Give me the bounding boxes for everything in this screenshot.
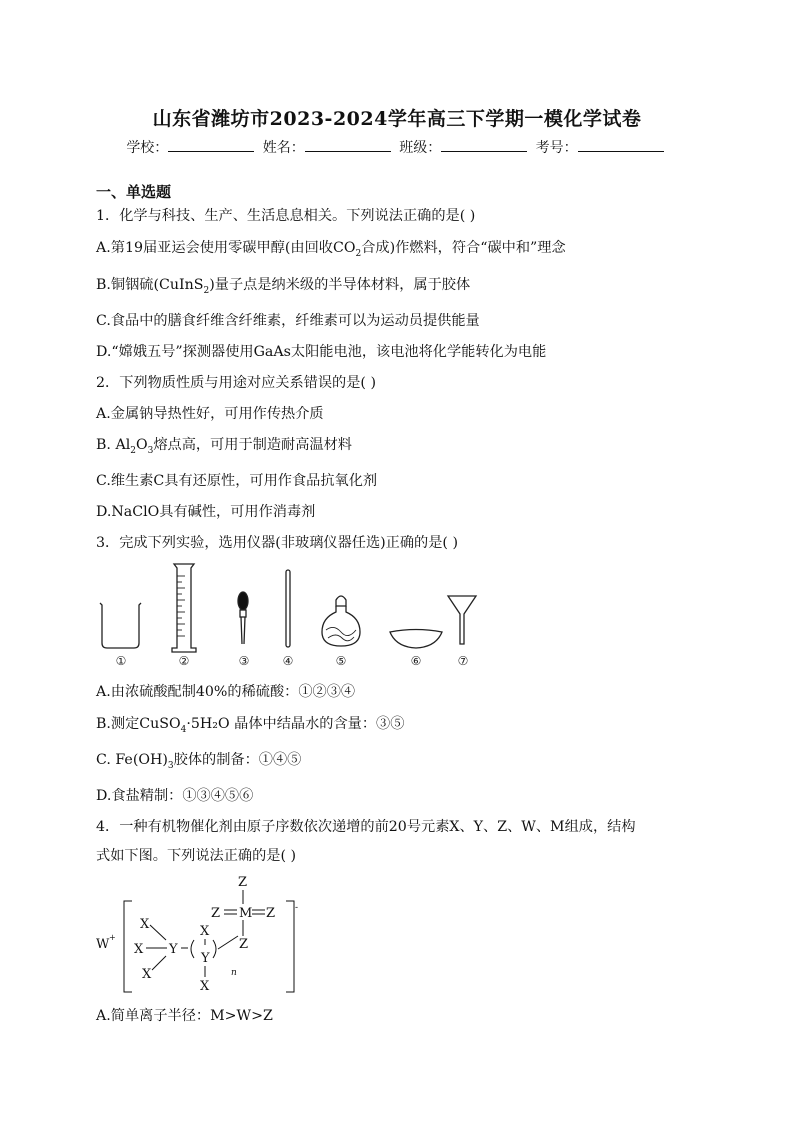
beaker-icon xyxy=(100,603,141,648)
q2-option-c: C.维生素C具有还原性，可用作食品抗氧化剂 xyxy=(96,473,378,489)
exam-no-blank[interactable] xyxy=(578,139,664,152)
atom-m: M xyxy=(239,906,253,921)
label-5: ⑤ xyxy=(335,654,347,668)
repeat-n: n xyxy=(231,968,237,978)
exam-no-field xyxy=(536,137,668,157)
cylinder-scale xyxy=(177,576,185,636)
glass-rod-icon xyxy=(286,570,290,647)
cation-charge: + xyxy=(109,933,116,942)
section-heading: 一、单选题 xyxy=(96,183,172,201)
q1-option-a xyxy=(96,237,566,259)
student-info-row xyxy=(0,137,794,157)
q3-c-text2: 胶体的制备：①④⑤ xyxy=(173,752,302,768)
cation-w: W xyxy=(96,937,110,952)
q3-option-a: A.由浓硫酸配制40%的稀硫酸：①②③④ xyxy=(96,684,356,700)
atom-x2: X xyxy=(134,942,144,957)
label-1: ① xyxy=(115,654,127,668)
q3-option-d: D.食盐精制：①③④⑤⑥ xyxy=(96,788,254,804)
label-4: ④ xyxy=(282,654,294,668)
atom-y2: Y xyxy=(201,951,210,966)
q2-b-sub2: 3 xyxy=(147,445,154,456)
atom-y1: Y xyxy=(169,942,178,957)
anion-charge: - xyxy=(295,903,299,913)
alcohol-lamp-icon xyxy=(322,596,360,646)
q2-b-text2: 熔点高，可用于制造耐高温材料 xyxy=(153,437,352,453)
school-blank[interactable] xyxy=(168,139,254,152)
q1-b-text2: )量子点是纳米级的半导体材料，属于胶体 xyxy=(209,277,471,293)
atom-z-bottom: Z xyxy=(239,937,249,952)
q2-stem: 2．下列物质性质与用途对应关系错误的是( ) xyxy=(96,375,376,391)
q2-option-b xyxy=(96,434,352,456)
atom-x5: X xyxy=(200,979,210,994)
exam-no-label: 考号： xyxy=(535,140,578,156)
name-blank[interactable] xyxy=(305,139,391,152)
q3-option-c xyxy=(96,749,301,771)
q3-b-text: B.测定CuSO xyxy=(96,716,181,732)
dropper-icon xyxy=(238,592,248,644)
funnel-icon xyxy=(448,596,476,644)
q1-option-d: D.“嫦娥五号”探测器使用GaAs太阳能电池，该电池将化学能转化为电能 xyxy=(96,344,547,360)
lab-apparatus-figure xyxy=(90,560,490,672)
q1-b-sub: 2 xyxy=(203,285,210,296)
atom-x1: X xyxy=(140,917,150,932)
q4-option-a: A.简单离子半径：M>W>Z xyxy=(96,1008,273,1024)
label-2: ② xyxy=(178,654,190,668)
exam-title: 山东省潍坊市2023-2024学年高三下学期一模化学试卷 xyxy=(152,108,642,130)
atom-x3: X xyxy=(142,967,152,982)
evaporating-dish-icon xyxy=(390,630,442,649)
q3-option-b xyxy=(96,713,404,735)
q3-b-text2: ·5H₂O 晶体中结晶水的含量：③⑤ xyxy=(186,716,405,732)
atom-x4: X xyxy=(200,924,210,939)
name-label: 姓名： xyxy=(262,140,305,156)
graduated-cylinder-icon xyxy=(172,564,196,652)
label-6: ⑥ xyxy=(410,654,422,668)
q1-stem: 1．化学与科技、生产、生活息息相关。下列说法正确的是( ) xyxy=(96,208,476,224)
q1-option-b xyxy=(96,274,470,296)
atom-z-left: Z xyxy=(211,906,221,921)
q3-stem: 3．完成下列实验，选用仪器(非玻璃仪器任选)正确的是( ) xyxy=(96,535,458,551)
q1-a-text: A.第19届亚运会使用零碳甲醇(由回收CO xyxy=(96,240,356,256)
label-3: ③ xyxy=(238,654,250,668)
atom-z-top: Z xyxy=(238,875,248,890)
school-label: 学校： xyxy=(126,140,169,156)
q2-b-text: B. Al xyxy=(96,437,131,453)
atom-z-right: Z xyxy=(266,906,276,921)
q1-b-text: B.铜铟硫(CuInS xyxy=(96,277,204,293)
class-field xyxy=(399,137,531,157)
class-blank[interactable] xyxy=(441,139,527,152)
left-bracket xyxy=(124,901,132,992)
q2-option-a: A.金属钠导热性好，可用作传热介质 xyxy=(96,406,324,422)
q3-c-sub: 3 xyxy=(167,760,174,771)
q1-option-c: C.食品中的膳食纤维含纤维素，纤维素可以为运动员提供能量 xyxy=(96,313,480,329)
q4-stem-line1: 4．一种有机物催化剂由原子序数依次递增的前20号元素X、Y、Z、W、M组成，结构 xyxy=(96,819,636,835)
school-field xyxy=(126,137,258,157)
q4-stem-line2: 式如下图。下列说法正确的是( ) xyxy=(96,848,297,864)
q1-a-text2: 合成)作燃料，符合“碳中和”理念 xyxy=(361,240,566,256)
class-label: 班级： xyxy=(399,140,442,156)
q2-b-mid: O xyxy=(135,437,148,453)
q2-b-sub1: 2 xyxy=(130,445,136,456)
q3-c-text: C. Fe(OH) xyxy=(96,752,168,768)
q3-b-sub: 4 xyxy=(180,724,187,735)
q2-option-d: D.NaClO具有碱性，可用作消毒剂 xyxy=(96,504,316,520)
label-7: ⑦ xyxy=(457,654,469,668)
right-bracket xyxy=(286,901,294,992)
q1-a-sub: 2 xyxy=(355,248,362,259)
name-field xyxy=(263,137,395,157)
structure-formula-figure xyxy=(90,870,330,995)
